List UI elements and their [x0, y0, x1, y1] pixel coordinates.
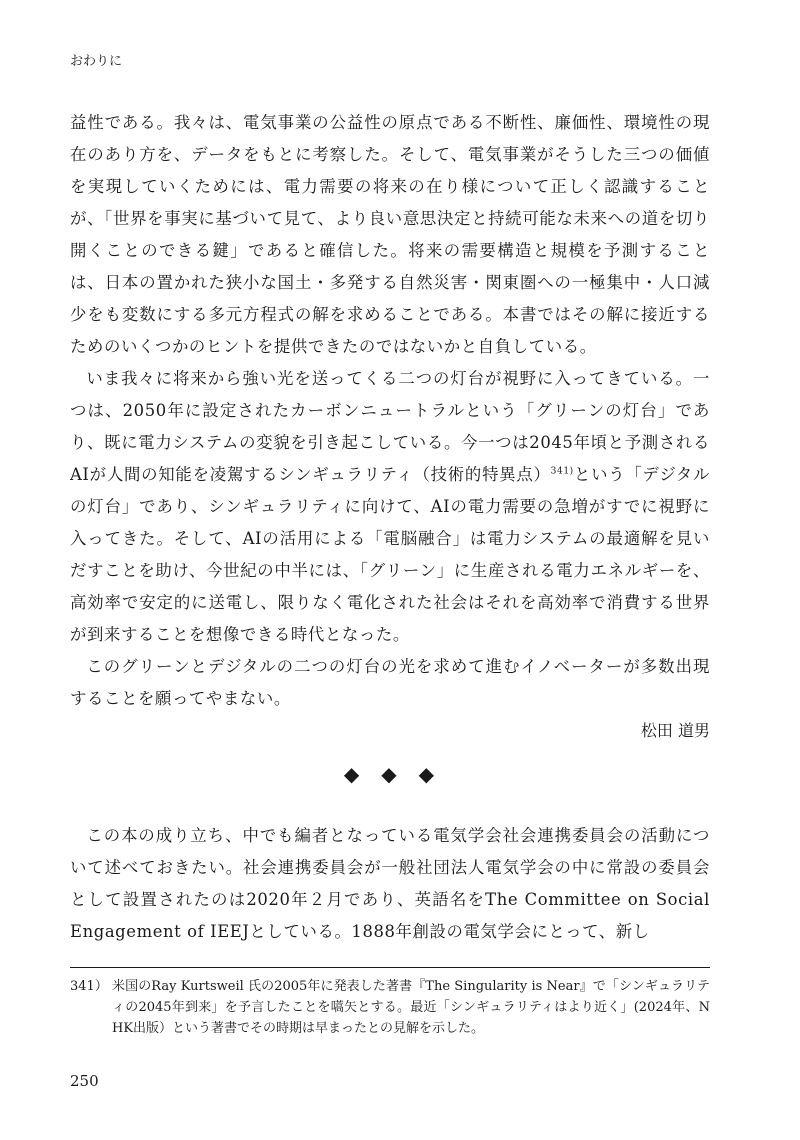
footnote-reference[interactable]: 341) — [550, 466, 574, 477]
author-signature: 松田 道男 — [640, 721, 710, 740]
footnote-number: 341） — [70, 979, 108, 994]
running-header: おわりに — [70, 54, 123, 69]
paragraph-2 — [70, 363, 710, 651]
page-number: 250 — [70, 1072, 99, 1090]
main-text — [70, 107, 710, 747]
paragraph-1: 益性である。我々は、電気事業の公益性の原点である不断性、廉価性、環境性の現在のあり方を、データをもとに考察した。そして、電気事業がそうした三つの価値を実現していくためには、電力需要の将来の在り様について正しく認識することが、「世界を事実に基づいて見て、より良い意思決定と持続可能な未来への道を切り開くことのできる鍵」であると確信した。将来の需要構造と規模を予測することは、日本の置かれた狭小な国土・多発する自然災害・関東圏への一極集中・人口減少をも変数にする多元方程式の解を求めることである。本書ではその解に接近するためのいくつかのヒントを提供できたのではないかと自負している。 — [70, 113, 710, 356]
secondary-text — [70, 820, 710, 948]
paragraph-2-continued: という「デジタルの灯台」であり、シンギュラリティに向けて、AIの電力需要の急増がすでに視野に入ってきた。そして、AIの活用による「電脳融合」は電力システムの最適解を見いだすことを助け、今世紀の中半には、「グリーン」に生産される電力エネルギーを、高効率で安定的に送電し、限りなく電化された社会はそれを高効率で消費する世界が到来することを想像できる時代となった。 — [70, 465, 710, 644]
footnote-text: 米国のRay Kurtsweil 氏の2005年に発表した著書『The Singularity is Near』で「シンギュラリティの2045年到来」を予言したことを嚆矢とする。最近「シンギュラリティはより近く」(2024年、NHK出版）という著書でその時期は早まったとの見解を示した。 — [112, 979, 710, 1036]
paragraph-after-divider: この本の成り立ち、中でも編者となっている電気学会社会連携委員会の活動について述べておきたい。社会連携委員会が一般社団法人電気学会の中に常設の委員会として設置されたのは2020年２月であり、英語名をThe Committee on Social Engagement of IEEJとしている。1888年創設の電気学会にとって、新し — [70, 826, 710, 941]
footnote — [70, 976, 710, 1039]
paragraph-3: このグリーンとデジタルの二つの灯台の光を求めて進むイノベーターが多数出現することを願ってやまない。 — [70, 657, 710, 708]
section-divider: ◆◆◆ — [343, 762, 457, 786]
footnote-rule — [70, 967, 710, 968]
paragraph-2-text: いま我々に将来から強い光を送ってくる二つの灯台が視野に入ってきている。一つは、2050年に設定されたカーボンニュートラルという「グリーンの灯台」であり、既に電力システムの変貌を引き起こしている。今一つは2045年頃と予測されるAIが人間の知能を凌駕するシンギュラリティ（技術的特異点） — [70, 369, 710, 484]
